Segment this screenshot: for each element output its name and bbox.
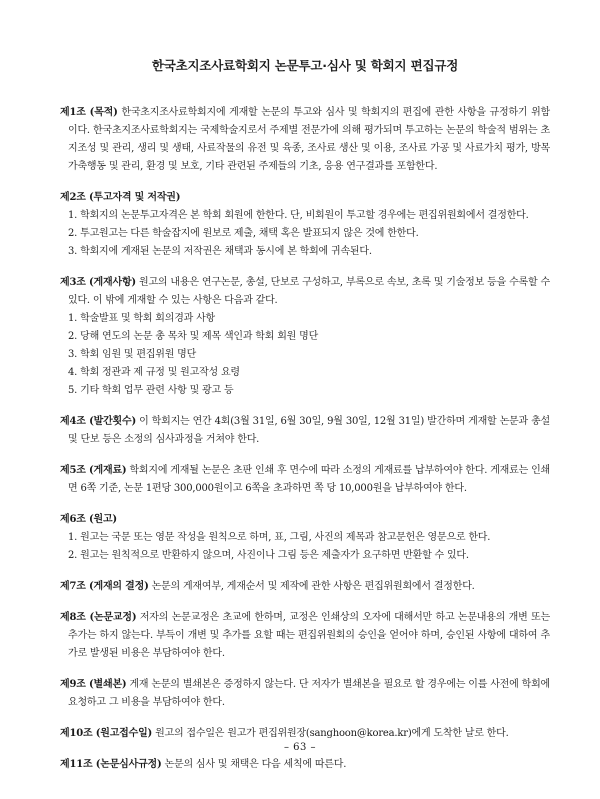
article-paragraph [60,578,550,596]
article-7 [60,578,550,596]
article-paragraph [60,104,550,176]
article-heading: 제4조 (발간횟수) [60,416,136,427]
article-9 [60,676,550,712]
article-11 [60,756,550,774]
list-item: 1. 학술발표 및 학회 회의경과 사항 [68,313,216,324]
article-paragraph [60,274,550,310]
article-heading: 제6조 (원고) [60,514,117,525]
article-3 [60,274,550,400]
article-paragraph [60,413,550,449]
article-paragraph [60,511,550,529]
article-heading: 제7조 (게재의 결정) [60,581,149,592]
list-item: 3. 학회 임원 및 편집위원 명단 [68,349,197,360]
article-text: 한국초지조사료학회지에 게재할 논문의 투고와 심사 및 학회지의 편집에 관한 사항을 규정하기 위함이다. 한국초지조사료학회지는 국제학술지로서 주제별 전문가에 의해 평가되며 투고하는 논문의 학술적 범위는 초지조성 및 관리, 생리 및 생태, 사료작물의 유전 및 육종, 조사료 생산 및 이용, 조사료 가공 및 사료가치 평가, 방목가축행동 및 관리, 환경 및 보호, 기타 관련된 주제들의 기초, 응용 연구결과를 포함한다. [68,107,550,172]
article-text: 이 학회지는 연간 4회(3월 31일, 6월 30일, 9월 30일, 12월 31일) 발간하며 게재할 논문과 총설 및 단보 등은 소정의 심사과정을 거쳐야 한다. [68,416,550,445]
page-number: – 63 – [283,742,317,753]
article-1 [60,104,550,176]
article-text: 원고의 접수일은 원고가 편집위원장(sanghoon@korea.kr)에게 도착한 날로 한다. [152,728,509,739]
list-item: 2. 당해 연도의 논문 총 목차 및 제목 색인과 학회 회원 명단 [68,331,319,342]
list-item: 1. 학회지의 논문투고자격은 본 학회 회원에 한한다. 단, 비회원이 투고할 경우에는 편집위원회에서 결정한다. [68,210,529,221]
article-paragraph [60,609,550,663]
article-item-list [60,310,550,400]
article-text: 학회지에 게재될 논문은 초판 인쇄 후 면수에 따라 소정의 게재료를 납부하여야 한다. 게재료는 인쇄면 6쪽 기준, 논문 1편당 300,000원이고 6쪽을 초과하면 쪽 당 10,000원을 납부하여야 한다. [68,465,550,494]
article-heading: 제11조 (논문심사규정) [60,759,162,770]
article-8 [60,609,550,663]
article-item-list [60,529,550,565]
article-4 [60,413,550,449]
article-item-list [60,207,550,261]
article-text: 게재 논문의 별쇄본은 증정하지 않는다. 단 저자가 별쇄본을 필요로 할 경우에는 이를 사전에 학회에 요청하고 그 비용을 부담하여야 한다. [68,679,550,708]
document-title: 한국초지조사료학회지 논문투고·심사 및 학회지 편집규정 [151,58,459,73]
article-paragraph [60,462,550,498]
article-paragraph [60,676,550,712]
article-heading: 제9조 (별쇄본) [60,679,127,690]
article-2 [60,189,550,261]
article-text: 저자의 논문교정은 초교에 한하며, 교정은 인쇄상의 오자에 대해서만 하고 논문내용의 개변 또는 추가는 하지 않는다. 부득이 개변 및 추가를 요할 때는 편집위원회의 승인을 얻어야 하며, 승인된 사항에 대하여 추가로 발생된 비용은 부담하여야 한다. [68,612,550,659]
list-item: 2. 원고는 원칙적으로 반환하지 않으며, 사진이나 그림 등은 제출자가 요구하면 반환할 수 있다. [68,550,469,561]
list-item: 3. 학회지에 게재된 논문의 저작권은 채택과 동시에 본 학회에 귀속된다. [68,246,372,257]
article-heading: 제8조 (논문교정) [60,612,137,623]
article-heading: 제2조 (투고자격 및 저작권) [60,192,181,203]
list-item: 5. 기타 학회 업무 관련 사항 및 광고 등 [68,385,234,396]
list-item: 2. 투고원고는 다른 학술잡지에 원보로 제출, 채택 혹은 발표되지 않은 것에 한한다. [68,228,419,239]
article-paragraph [60,756,550,774]
article-5 [60,462,550,498]
article-paragraph [60,189,550,207]
article-text: 논문의 심사 및 채택은 다음 세칙에 따른다. [161,759,347,770]
article-10 [60,725,550,743]
article-6 [60,511,550,565]
article-paragraph [60,725,550,743]
article-heading: 제10조 (원고접수일) [60,728,153,739]
list-item: 4. 학회 정관과 제 규정 및 원고작성 요령 [68,367,240,378]
list-item: 1. 원고는 국문 또는 영문 작성을 원칙으로 하며, 표, 그림, 사진의 제목과 참고문헌은 영문으로 한다. [68,532,491,543]
article-heading: 제5조 (게재료) [60,465,127,476]
article-heading: 제3조 (게재사항) [60,277,136,288]
article-text: 원고의 내용은 연구논문, 총설, 단보로 구성하고, 부록으로 속보, 초록 및 기술정보 등을 수록할 수 있다. 이 밖에 게재할 수 있는 사항은 다음과 같다. [68,277,550,306]
article-heading: 제1조 (목적) [60,107,118,118]
article-text: 논문의 게재여부, 게재순서 및 제작에 관한 사항은 편집위원회에서 결정한다. [148,581,475,592]
